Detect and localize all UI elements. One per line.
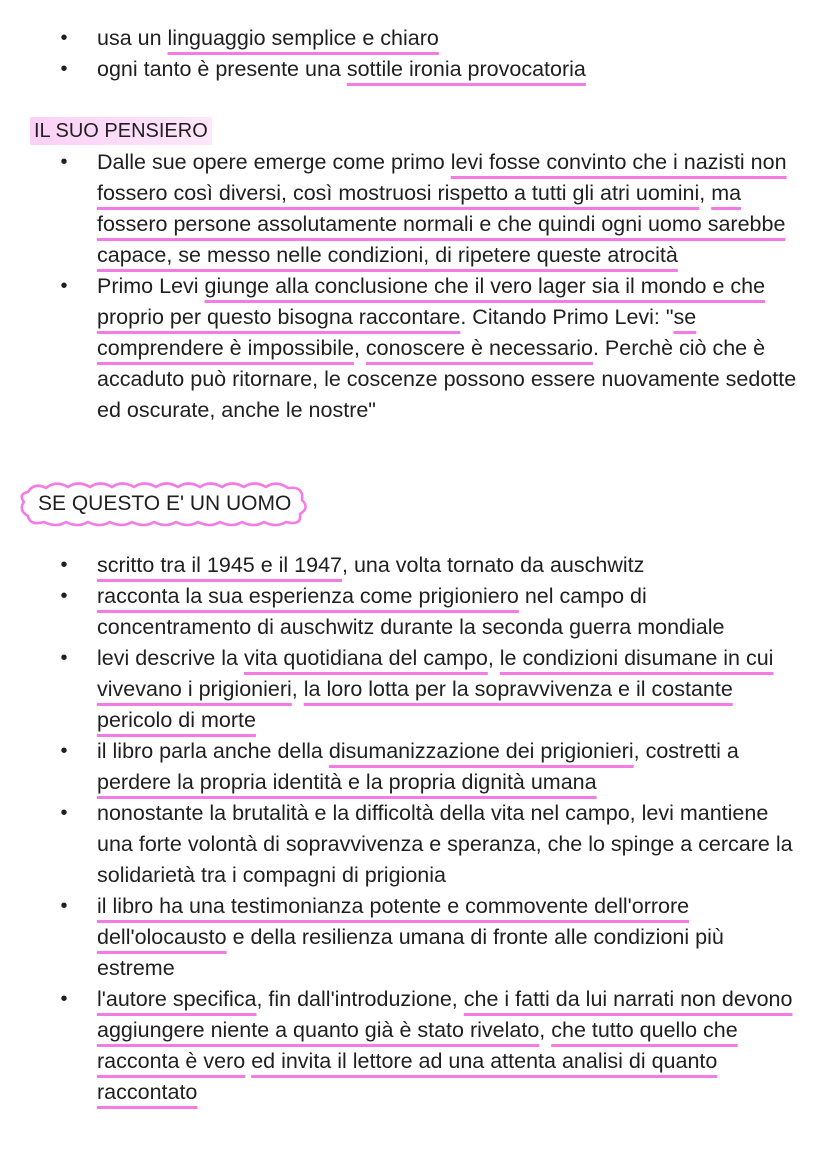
list-item [0, 54, 828, 85]
highlighted-text: disumanizzazione dei prigionieri [328, 739, 634, 763]
text-run: ogni tanto è presente una [97, 57, 347, 81]
highlighted-text: giunge alla conclusione che il vero lager sia il mondo e che proprio per questo bisogna raccontare [97, 274, 766, 329]
list-item [0, 891, 828, 984]
text-run: nel campo di concentramento di auschwitz durante la seconda guerra mondiale [97, 584, 725, 639]
highlighted-text: che tutto quello che racconta è vero [97, 1018, 738, 1073]
bullet-icon: • [60, 554, 68, 576]
text-run: levi descrive la [97, 646, 244, 670]
bullet-icon: • [60, 895, 68, 917]
highlighted-text: racconta la sua esperienza come prigioniero [97, 584, 519, 608]
text-run: , [291, 677, 304, 701]
text-run: , [539, 1018, 552, 1042]
bullet-icon: • [60, 585, 68, 607]
text-run: . Perchè ciò che è accaduto può ritornare, le coscenze possono essere nuovamente sedotte ed oscurate, anche le nostre" [97, 336, 797, 422]
highlighted-text: conoscere è necessario [365, 336, 593, 360]
highlighted-text: scritto tra il 1945 e il 1947 [97, 553, 342, 577]
section-heading-pensiero: IL SUO PENSIERO [30, 117, 212, 145]
highlighted-text: le condizioni disumane in cui vivevano i prigionieri [97, 646, 774, 701]
bullet-icon: • [60, 151, 68, 173]
bullet-icon: • [60, 275, 68, 297]
text-run: nonostante la brutalità e la difficoltà della vita nel campo, levi mantiene una forte volontà di sopravvivenza e speranza, che lo spinge a cercare la solidarietà tra i compagni di prigionia [97, 801, 793, 887]
text-run: , una volta tornato da auschwitz [342, 553, 645, 577]
text-run: Dalle sue opere emerge come primo [97, 150, 451, 174]
text-run: , [487, 646, 500, 670]
bullet-icon: • [60, 740, 68, 762]
highlighted-text: il libro ha una testimonianza potente e commovente dell'orrore dell'olocausto [97, 894, 690, 949]
text-run: , [699, 181, 712, 205]
bullet-icon: • [60, 27, 68, 49]
section-heading-libro [14, 480, 310, 528]
highlighted-text: levi fosse convinto che i nazisti non fossero così diversi, così mostruosi rispetto a tutti gli atri uomini [97, 150, 787, 205]
list-item [0, 271, 828, 426]
pensiero-bullet-list [0, 147, 828, 426]
bullet-icon: • [60, 647, 68, 669]
list-item [0, 550, 828, 581]
highlighted-text: vita quotidiana del campo [243, 646, 488, 670]
highlighted-text: ma fossero persone assolutamente normali e che quindi ogni uomo sarebbe capace, se messo nelle condizioni, di ripetere queste atrocità [97, 181, 786, 267]
highlighted-text: la loro lotta per la sopravvivenza e il costante pericolo di morte [97, 677, 733, 732]
text-run: , [353, 336, 366, 360]
highlighted-text: l'autore specifica [97, 987, 257, 1011]
text-run: usa un [97, 26, 168, 50]
list-item [0, 23, 828, 54]
text-run: , costretti a [633, 739, 739, 763]
list-item [0, 147, 828, 271]
list-item [0, 581, 828, 643]
highlighted-text: sottile ironia provocatoria [346, 57, 586, 81]
section-heading-libro-label: SE QUESTO E' UN UOMO [38, 492, 292, 515]
list-item [0, 984, 828, 1108]
libro-bullet-list [0, 550, 828, 1108]
text-run: . Citando Primo Levi: " [460, 305, 674, 329]
bullet-icon: • [60, 58, 68, 80]
list-item [0, 736, 828, 798]
text-run: , fin dall'introduzione, [256, 987, 464, 1011]
highlighted-text: se comprendere è impossibile [97, 305, 697, 360]
highlighted-text: linguaggio semplice e chiaro [167, 26, 439, 50]
list-item [0, 643, 828, 736]
text-run: il libro parla anche della [97, 739, 329, 763]
highlighted-text: perdere la propria identità e la propria dignità umana [97, 770, 597, 794]
list-item [0, 798, 828, 891]
text-run: Primo Levi [97, 274, 205, 298]
intro-bullet-list [0, 23, 828, 85]
highlighted-text: ed invita il lettore ad una attenta analisi di quanto raccontato [97, 1049, 718, 1104]
bullet-icon: • [60, 802, 68, 824]
highlighted-text: che i fatti da lui narrati non devono aggiungere niente a quanto già è stato rivelato [97, 987, 793, 1042]
bullet-icon: • [60, 988, 68, 1010]
text-run: e della resilienza umana di fronte alle condizioni più estreme [97, 925, 724, 980]
